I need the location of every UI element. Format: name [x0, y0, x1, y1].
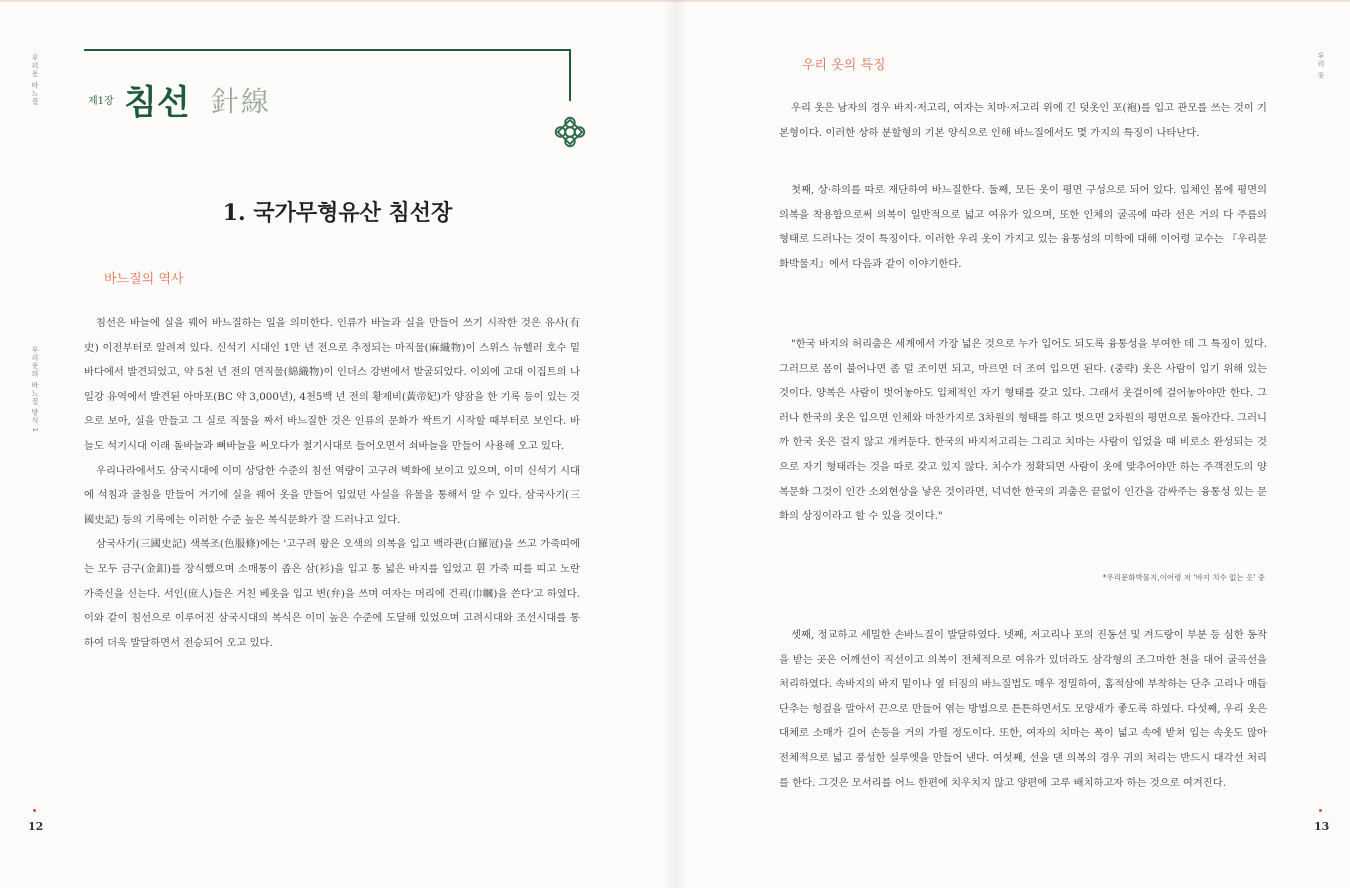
quote-block [779, 332, 1267, 529]
paragraph: 셋째, 정교하고 세밀한 손바느질이 발달하였다. 넷째, 저고리나 포의 진동선 및 겨드랑이 부분 등 심한 동작을 받는 곳은 어깨선이 직선이고 의복이 전체적으로 여유가 있더라도 삼각형의 조그마한 천을 대어 굴곡선을 처리하였다. 속바지의 바지 밑이나 옆 터짐의 바느질법도 매우 정밀하여, 홈적삼에 부착하는 단추 고리나 매듭단추는 헝겊을 말아서 끈으로 만들어 엮는 방법으로 튼튼하면서도 모양새가 좋도록 하였다. 다섯째, 우리 옷은 대체로 소매가 길어 손등을 거의 가릴 정도이다. 또한, 여자의 치마는 폭이 넓고 속에 받쳐 입는 속옷도 많아 전체적으로 넓고 풍성한 실루엣을 만들어 낸다. 여섯째, 선을 댄 의복의 경우 귀의 처리는 반드시 대각선 처리를 한다. 그것은 모서리를 어느 한편에 치우치지 않고 양편에 고루 배치하고자 하는 것으로 여겨진다. [779, 629, 1267, 789]
paragraph-4 [779, 623, 1267, 795]
paragraph-2 [779, 178, 1267, 276]
paragraph: 삼국사기(三國史記) 색복조(色服條)에는 '고구려 왕은 오색의 의복을 입고 백라관(白羅冠)을 쓰고 가죽띠에는 모두 금구(金釦)를 장식했으며 소매통이 좁은 삼(衫)을 입고 통 넓은 바지를 입었고 흰 가죽 띠를 띠고 노란 가죽신을 신는다. 서인(庶人)들은 거친 베옷을 입고 변(弁)을 쓰며 여자는 머리에 건괵(巾幗)을 쓴다'고 하였다. 이와 같이 침선으로 이루어진 삼국시대의 복식은 이미 높은 수준에 도달해 있었으며 고려시대와 조선시대를 통하여 더욱 발달하면서 전승되어 오고 있다. [84, 538, 580, 649]
chapter-label: 제1장 [88, 96, 114, 107]
section-title: 1. 국가무형유산 침선장 [222, 200, 453, 226]
page-number: 12 [28, 820, 44, 833]
intro-paragraph [779, 96, 1267, 145]
chapter-hanja: 針線 [211, 85, 272, 118]
page-dot [33, 809, 36, 812]
subheading-features: 우리 옷의 특징 [802, 58, 886, 73]
paragraph: 우리나라에서도 삼국시대에 이미 상당한 수준의 침선 역량이 고구려 벽화에 보이고 있으며, 이미 신석기 시대에 석침과 골침을 만들어 거기에 실을 꿰어 옷을 만들어 입었던 사실을 유물을 통해서 알 수 있다. 삼국사기(三國史記) 등의 기록에는 이러한 수준 높은 복식문화가 잘 드러나고 있다. [84, 464, 580, 526]
paragraph: 첫째, 상·하의를 따로 재단하여 바느질한다. 둘째, 모든 옷이 평면 구성으로 되어 있다. 입체인 몸에 평면의 의복을 착용함으로써 의복이 일반적으로 넓고 여유가 있으며, 또한 인체의 굴곡에 따라 선은 거의 다 주름의 형태로 드러나는 것이 특징이다. 이러한 우리 옷이 가지고 있는 융통성의 미학에 대해 이어령 교수는 『우리문화박물지』에서 다음과 같이 이야기한다. [779, 184, 1267, 270]
subheading-history: 바느질의 역사 [104, 272, 184, 287]
paragraph: 우리 옷은 남자의 경우 바지·저고리, 여자는 치마·저고리 위에 긴 덧옷인 포(袍)를 입고 관모를 쓰는 것이 기본형이다. 이러한 상하 분할형의 기본 양식으로 인해 바느질에서도 몇 가지의 특징이 나타난다. [779, 102, 1267, 139]
chapter-title: 침선 [124, 83, 190, 123]
page-dot [1319, 809, 1322, 812]
running-header: 우리 옷 [1317, 52, 1325, 80]
paragraph: 침선은 바늘에 실을 꿰어 바느질하는 일을 의미한다. 인류가 바늘과 실을 만들어 쓰기 시작한 것은 유사(有史) 이전부터로 알려져 있다. 신석기 시대인 1만 년 전으로 추정되는 마직물(麻織物)이 스위스 뉴헬러 호수 밑바다에서 발견되었고, 약 5천 년 전의 면직물(綿織物)이 인더스 강변에서 발굴되었다. 이외에 고대 이집트의 나일강 유역에서 발견된 아마포(BC 약 3,000년), 4천5백 년 전의 황제비(黃帝妃)가 양잠을 한 기록 등이 있는 것으로 보아, 실을 만들고 그 실로 직물을 짜서 바느질한 것은 인류의 문화가 싹트기 시작할 때부터로 보인다. 바늘도 석기시대 이래 돌바늘과 뼈바늘을 써오다가 철기시대로 들어오면서 쇠바늘을 만들어 사용해 오고 있다. [84, 317, 580, 452]
page-number: 13 [1314, 820, 1330, 833]
quote-source: *우리문화박물지,이어령 저 '바지 치수 없는 옷' 중 [1102, 573, 1265, 582]
body-text-left [84, 311, 580, 655]
running-header-mid: 우리옷의 바느질 방식 1 [31, 346, 39, 434]
knot-icon [551, 113, 589, 151]
quote-text: "한국 바지의 허리춤은 세계에서 가장 넓은 것으로 누가 입어도 되도록 융통성을 부여한 데 그 특징이 있다. 그러므로 몸이 불어나면 좀 덜 조이면 되고, 마르면 더 조여 입으면 된다. (중략) 옷은 사람이 입기 위해 있는 것이다. 양복은 사람이 벗어놓아도 입체적인 자기 형태를 갖고 있다. 그래서 옷걸이에 걸어놓아야만 한다. 그러나 한국의 옷은 입으면 인체와 마찬가지로 3차원의 형태를 하고 벗으면 2차원의 평면으로 돌아간다. 그러니까 한국 옷은 걸지 않고 개켜둔다. 한국의 바지저고리는 그리고 치마는 사람이 입었을 때 비로소 완성되는 것으로 자기 형태라는 것을 따로 갖고 있지 않다. 치수가 정확되면 사람이 옷에 맞추어야만 하는 주객전도의 양복문화 그것이 인간 소외현상을 낳은 것이라면, 넉넉한 한국의 괴춤은 끝없이 인간을 감싸주는 융통성 있는 문화의 상징이라고 할 수 있을 것이다." [779, 338, 1267, 523]
running-header: 우리옷 바느질 [31, 54, 39, 106]
